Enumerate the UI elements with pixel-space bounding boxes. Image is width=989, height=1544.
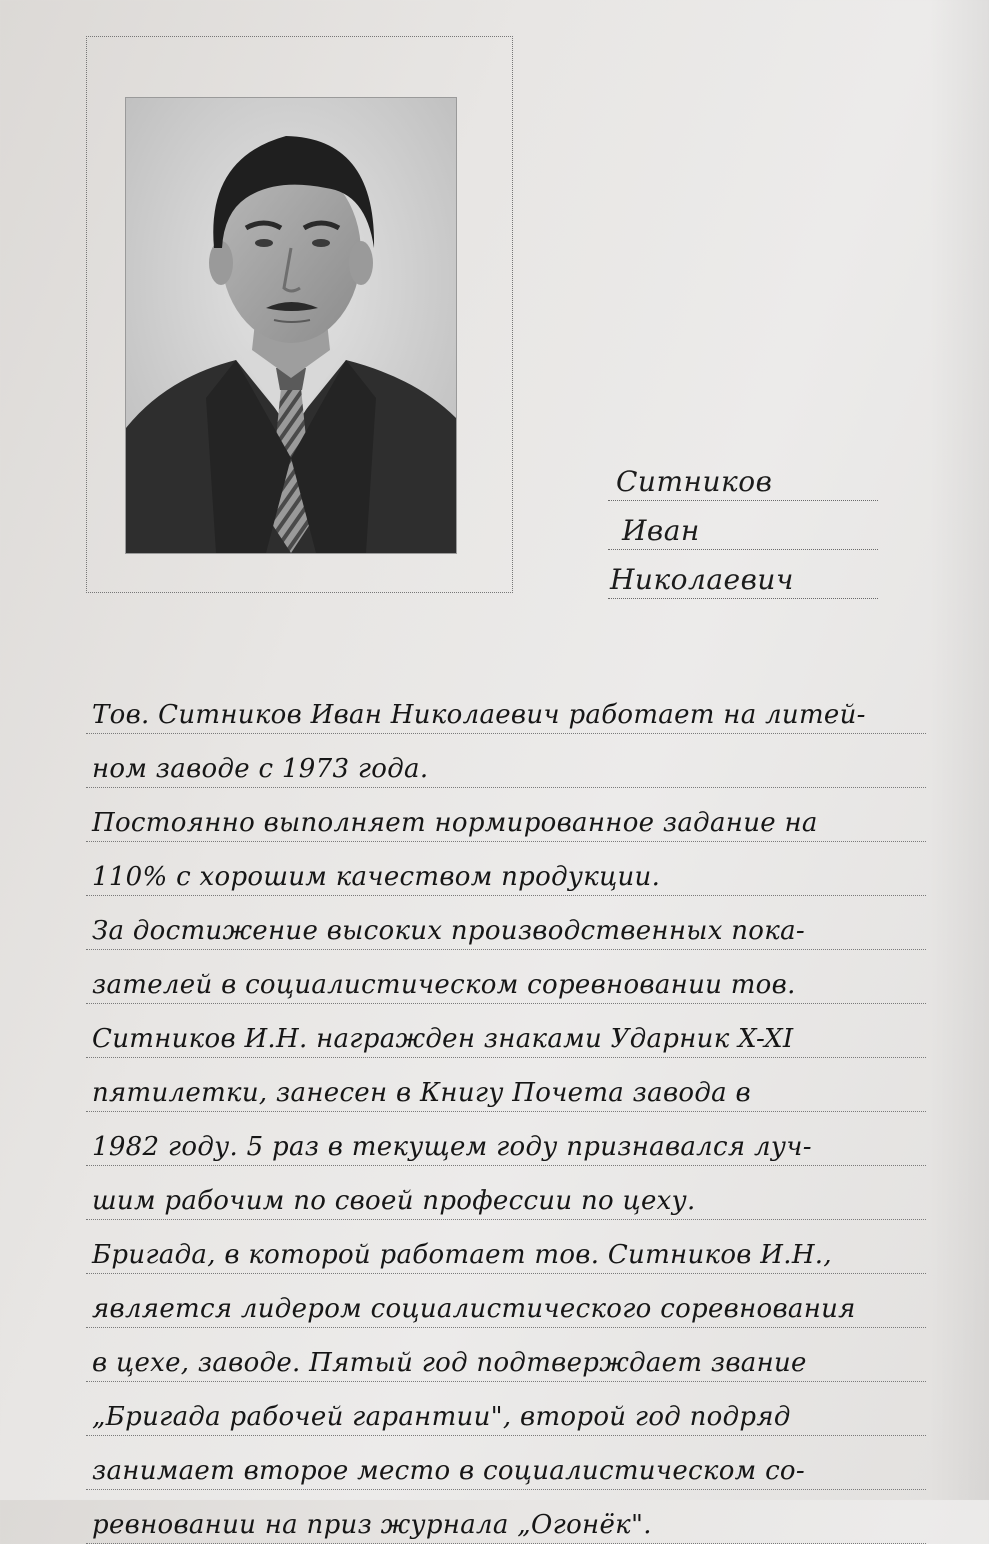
text-line: 110% с хорошим качеством продукции. (86, 842, 926, 896)
patronymic-line (608, 550, 878, 599)
text-line: „Бригада рабочей гарантии", второй год подряд (86, 1382, 926, 1436)
biography-text (86, 680, 926, 1544)
first-name-line (608, 501, 878, 550)
patronymic: Николаевич (610, 563, 794, 596)
text-line: Бригада, в которой работает тов. Ситников И.Н., (86, 1220, 926, 1274)
name-block (608, 452, 878, 599)
text-line: ном заводе с 1973 года. (86, 734, 926, 788)
text-line: ревновании на приз журнала „Огонёк". (86, 1490, 926, 1544)
text-line: является лидером социалистического соревнования (86, 1274, 926, 1328)
text-line: шим рабочим по своей профессии по цеху. (86, 1166, 926, 1220)
text-line: зателей в социалистическом соревновании тов. (86, 950, 926, 1004)
text-line: пятилетки, занесен в Книгу Почета завода в (86, 1058, 926, 1112)
text-line: Постоянно выполняет нормированное задание на (86, 788, 926, 842)
text-line: За достижение высоких производственных пока- (86, 896, 926, 950)
surname: Ситников (616, 465, 773, 498)
text-line: Ситников И.Н. награжден знаками Ударник X-XI (86, 1004, 926, 1058)
first-name: Иван (622, 514, 700, 547)
text-line: занимает второе место в социалистическом со- (86, 1436, 926, 1490)
surname-line (608, 452, 878, 501)
text-line: 1982 году. 5 раз в текущем году признавался луч- (86, 1112, 926, 1166)
text-line: в цехе, заводе. Пятый год подтверждает звание (86, 1328, 926, 1382)
page-edge-shadow (929, 0, 989, 1500)
portrait-photo (125, 97, 457, 554)
text-line: Тов. Ситников Иван Николаевич работает на литей- (86, 680, 926, 734)
photo-frame (86, 36, 513, 593)
